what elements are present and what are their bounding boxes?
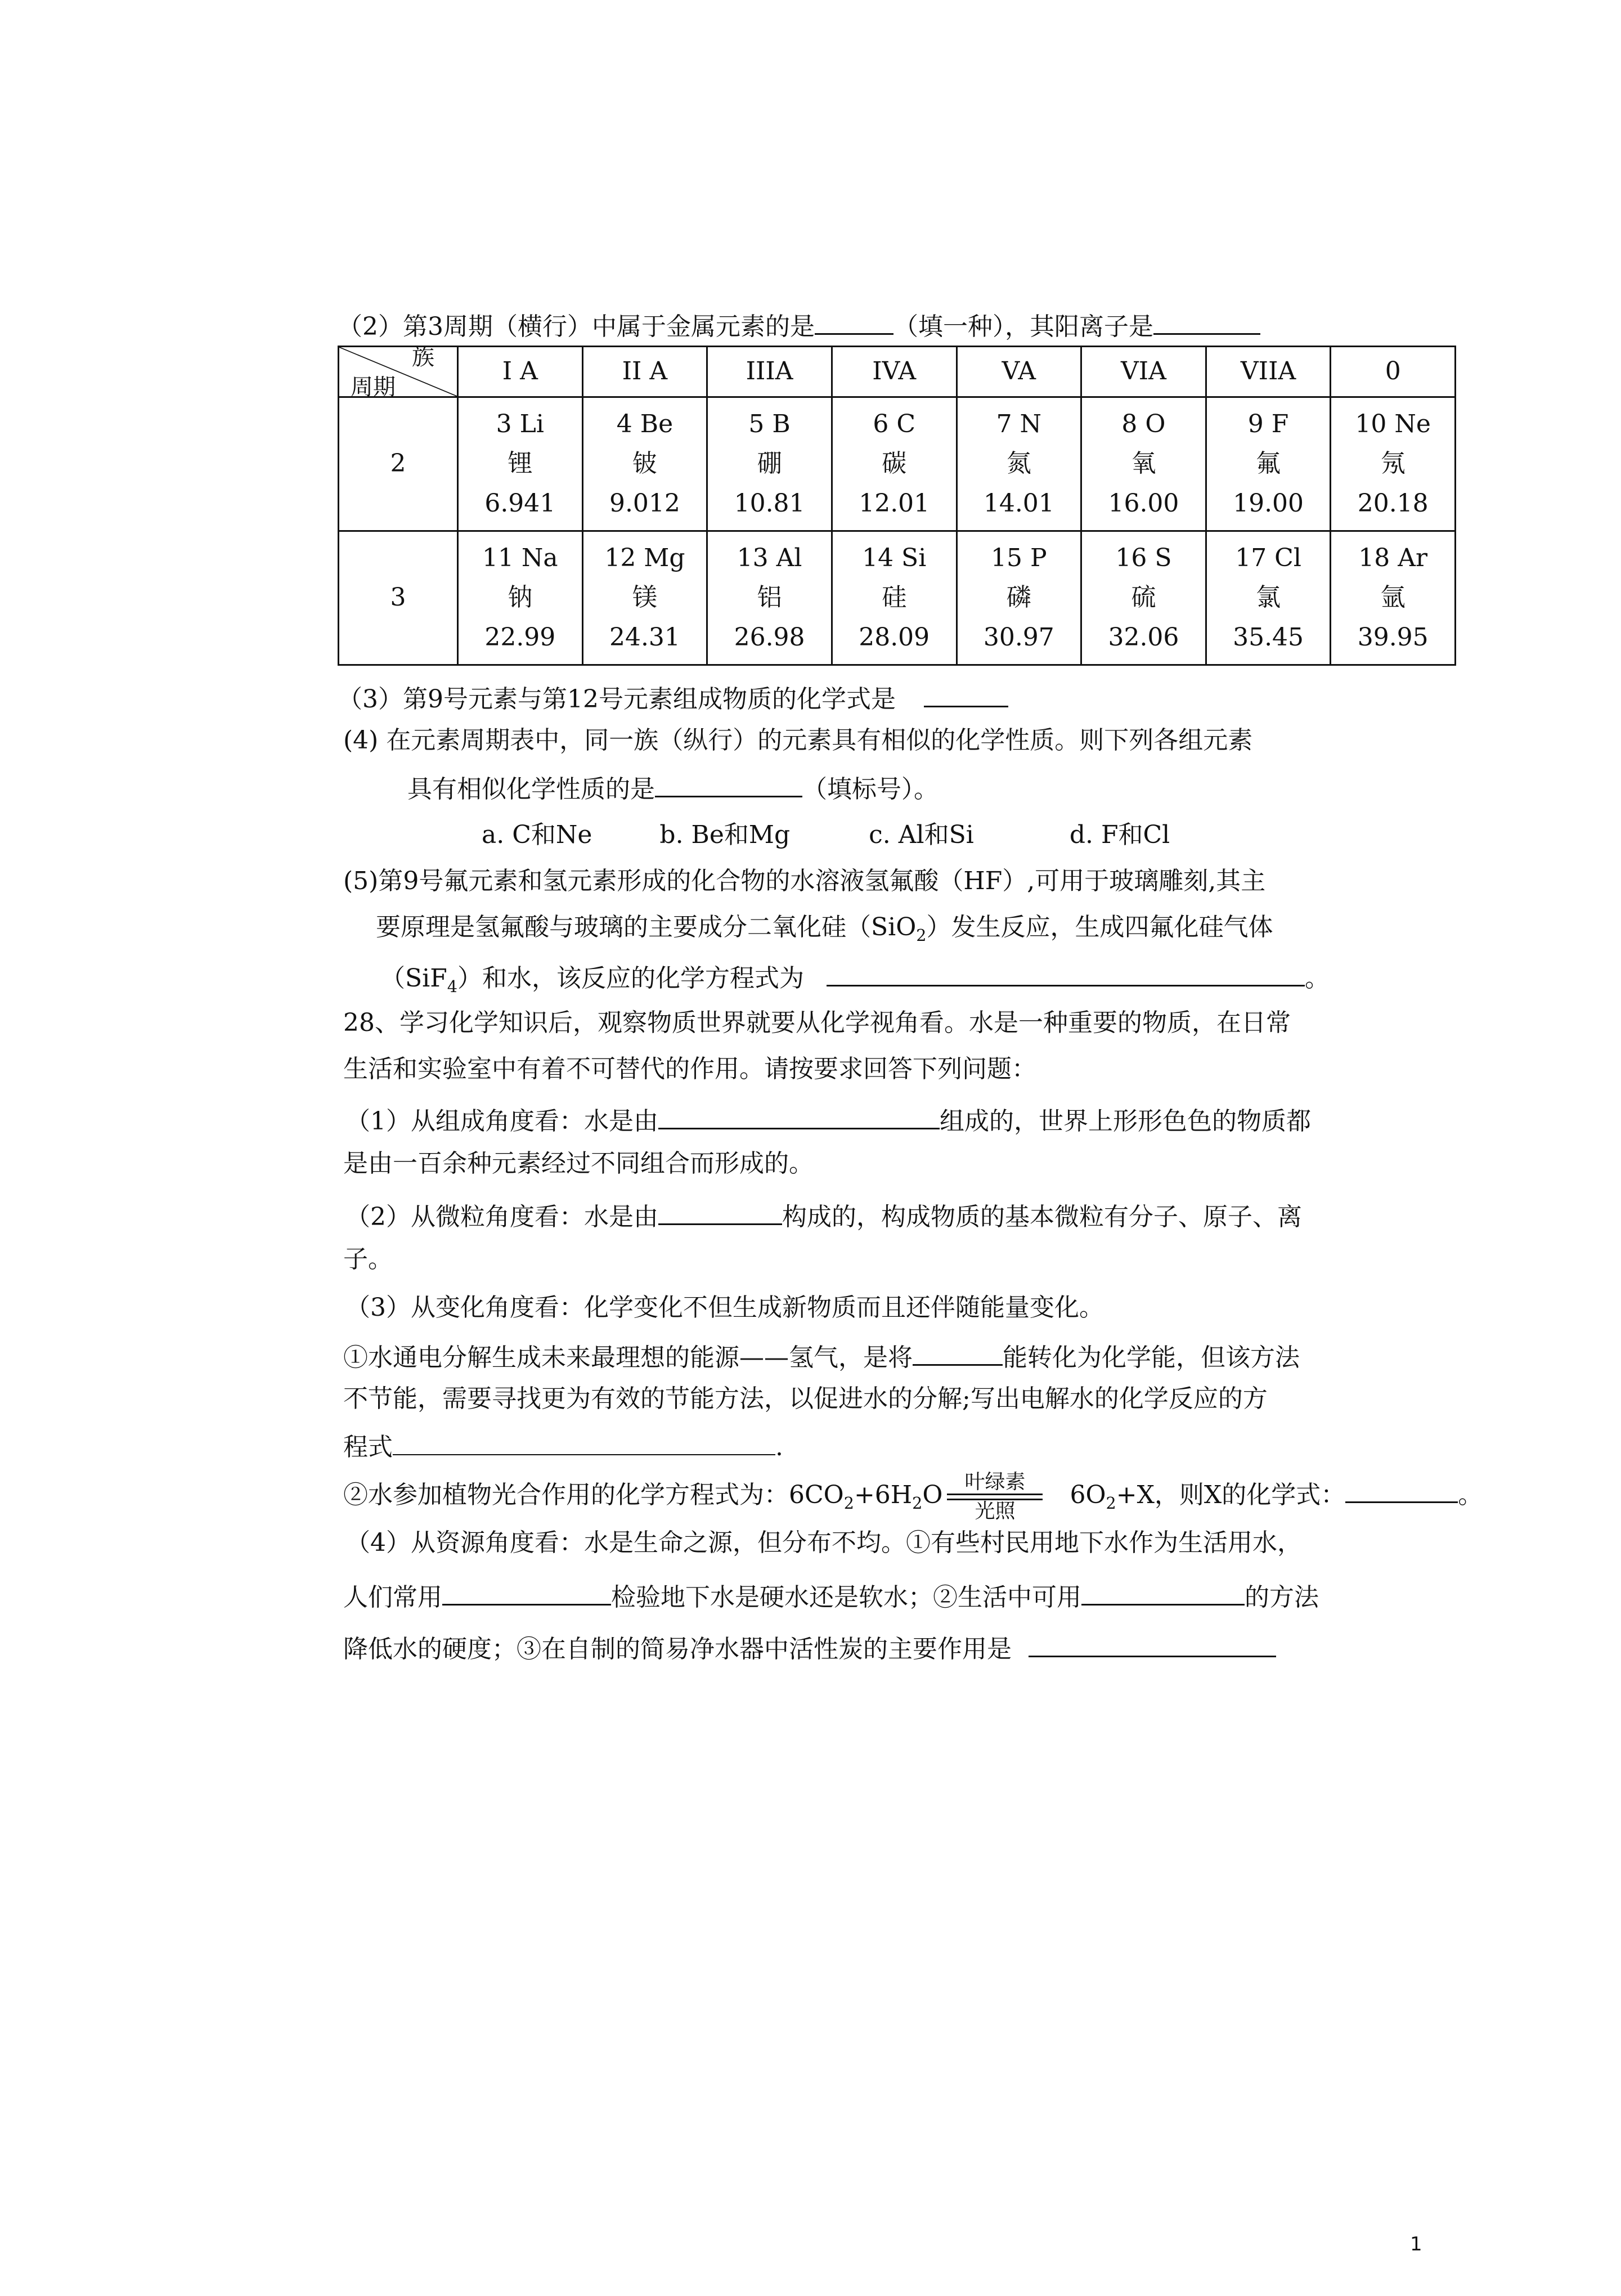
group-header: VIIA (1206, 347, 1331, 397)
q28-p4-text-e: 降低水的硬度；③在自制的简易净水器中活性炭的主要作用是 (343, 1635, 1012, 1663)
answer-blank[interactable] (924, 681, 1008, 707)
q28-p31-text-b: 能转化为化学能，但该方法 (1003, 1343, 1300, 1372)
q28-part-4-line-2 (343, 1579, 1319, 1613)
question-5-line-1: (5)第9号氟元素和氢元素形成的化合物的水溶液氢氟酸（HF）,可用于玻璃雕刻,其主 (343, 867, 1266, 895)
option-c: c. Al和Si (869, 820, 974, 849)
answer-blank[interactable] (1081, 1579, 1245, 1606)
answer-blank[interactable] (658, 1199, 782, 1225)
q28-p4-text-d: 的方法 (1245, 1583, 1319, 1612)
element-cell: 15 P 磷 30.97 (957, 531, 1081, 665)
answer-blank[interactable] (655, 771, 802, 797)
q5-text-c: （SiF (380, 964, 447, 993)
q28-p3-1-line-2: 不节能，需要寻找更为有效的节能方法，以促进水的分解;写出电解水的化学反应的方 (343, 1384, 1268, 1413)
q28-p1-text-b: 组成的，世界上形形色色的物质都 (940, 1107, 1311, 1136)
q28-p1-text-a: （1）从组成角度看：水是由 (345, 1107, 658, 1136)
condition-bottom: 光照 (975, 1499, 1016, 1523)
q28-part-3: （3）从变化角度看：化学变化不但生成新物质而且还伴随能量变化。 (345, 1293, 1104, 1322)
question-3-text: （3）第9号元素与第12号元素组成物质的化学式是 (338, 685, 896, 714)
question-3 (338, 681, 1008, 715)
q28-p3-1-line-3 (343, 1429, 783, 1463)
answer-blank[interactable] (1029, 1631, 1276, 1657)
table-row (339, 397, 1456, 531)
reaction-condition (947, 1471, 1043, 1522)
group-header: 0 (1331, 347, 1456, 397)
question-4-line-1: (4) 在元素周期表中，同一族（纵行）的元素具有相似的化学性质。则下列各组元素 (343, 726, 1253, 755)
periodic-table (338, 346, 1456, 666)
q5-text-e: 。 (1304, 964, 1330, 993)
q28-p2-line-2: 子。 (343, 1245, 393, 1273)
element-cell: 17 Cl 氯 35.45 (1206, 531, 1331, 665)
q28-part-1 (345, 1103, 1311, 1137)
eq-sub-1: 2 (843, 1493, 854, 1513)
element-cell: 18 Ar 氩 39.95 (1331, 531, 1456, 665)
eq-text-e: +X，则X的化学式： (1116, 1481, 1346, 1510)
question-4-text-a: 具有相似化学性质的是 (407, 775, 655, 804)
q5-text-b: ）发生反应，生成四氟化硅气体 (926, 913, 1273, 941)
eq-sub-2: 2 (912, 1493, 923, 1513)
q28-part-2 (345, 1199, 1302, 1232)
question-28-line-2: 生活和实验室中有着不可替代的作用。请按要求回答下列问题： (343, 1055, 1036, 1083)
group-header: IIIA (707, 347, 832, 397)
q5-text-a: 要原理是氢氟酸与玻璃的主要成分二氧化硅（SiO (376, 913, 917, 941)
question-5-line-2 (376, 913, 1273, 945)
element-cell: 6 C 碳 12.01 (832, 397, 957, 531)
eq-text-b: +6H (854, 1481, 913, 1510)
eq-text-d: 6O (1070, 1481, 1106, 1510)
q28-p2-text-a: （2）从微粒角度看：水是由 (345, 1203, 658, 1231)
q28-part-4-line-1: （4）从资源角度看：水是生命之源，但分布不均。①有些村民用地下水作为生活用水， (345, 1528, 1302, 1557)
q5-sub-a: 2 (916, 925, 927, 945)
element-cell: 4 Be 铍 9.012 (582, 397, 707, 531)
element-cell: 10 Ne 氖 20.18 (1331, 397, 1456, 531)
page-number: 1 (1410, 2233, 1422, 2255)
question-28-line-1: 28、学习化学知识后，观察物质世界就要从化学视角看。水是一种重要的物质，在日常 (343, 1008, 1291, 1037)
question-2 (338, 308, 1260, 342)
answer-blank[interactable] (913, 1339, 1003, 1366)
option-a: a. C和Ne (482, 820, 592, 849)
option-b: b. Be和Mg (659, 820, 791, 849)
q28-p3-2 (343, 1471, 1483, 1522)
question-4-text-b: （填标号）。 (802, 775, 939, 804)
answer-blank[interactable] (827, 960, 1305, 986)
q28-p2-text-b: 构成的，构成物质的基本微粒有分子、原子、离 (782, 1203, 1302, 1231)
group-header: VA (957, 347, 1081, 397)
corner-period-label: 周期 (351, 374, 396, 400)
q28-part-4-line-3 (343, 1631, 1276, 1665)
group-header: VIA (1081, 347, 1206, 397)
corner-group-label: 族 (412, 344, 434, 370)
element-cell: 13 Al 铝 26.98 (707, 531, 832, 665)
element-cell: 7 N 氮 14.01 (957, 397, 1081, 531)
question-5-line-3 (380, 960, 1330, 996)
q28-p31-text-a: ①水通电分解生成未来最理想的能源——氢气，是将 (343, 1343, 913, 1372)
table-header-row (339, 347, 1456, 397)
element-cell: 12 Mg 镁 24.31 (582, 531, 707, 665)
period-label: 3 (339, 531, 458, 665)
answer-blank[interactable] (393, 1429, 775, 1455)
q28-p31-text-e: . (775, 1433, 783, 1461)
answer-blank[interactable] (442, 1579, 611, 1606)
question-4-options (482, 820, 1170, 850)
q28-p31-text-d: 程式 (343, 1433, 393, 1461)
equals-sign (947, 1494, 1043, 1500)
eq-sub-3: 2 (1106, 1493, 1116, 1513)
element-cell: 5 B 硼 10.81 (707, 397, 832, 531)
q28-p4-text-b: 人们常用 (343, 1583, 442, 1612)
question-4-line-2 (407, 771, 939, 805)
option-d: d. F和Cl (1069, 820, 1170, 849)
period-label: 2 (339, 397, 458, 531)
q28-p3-1-line-1 (343, 1339, 1300, 1373)
q28-p4-text-c: 检验地下水是硬水还是软水；②生活中可用 (611, 1583, 1081, 1612)
table-corner-cell (339, 344, 458, 400)
condition-top: 叶绿素 (964, 1470, 1026, 1494)
group-header: I A (458, 347, 583, 397)
q5-text-d: ）和水，该反应的化学方程式为 (457, 964, 804, 993)
element-cell: 8 O 氧 16.00 (1081, 397, 1206, 531)
eq-text-f: 。 (1458, 1481, 1483, 1510)
answer-blank[interactable] (1153, 308, 1260, 335)
question-2-text-a: （2）第3周期（横行）中属于金属元素的是 (338, 312, 815, 341)
group-header: II A (582, 347, 707, 397)
element-cell: 9 F 氟 19.00 (1206, 397, 1331, 531)
eq-text-a: ②水参加植物光合作用的化学方程式为：6CO (343, 1481, 844, 1510)
element-cell: 16 S 硫 32.06 (1081, 531, 1206, 665)
eq-text-c: O (922, 1481, 943, 1510)
answer-blank[interactable] (658, 1103, 940, 1129)
table-row (339, 531, 1456, 665)
element-cell: 11 Na 钠 22.99 (458, 531, 583, 665)
question-2-text-b: （填一种），其阳离子是 (893, 312, 1153, 341)
group-header: IVA (832, 347, 957, 397)
element-cell: 3 Li 锂 6.941 (458, 397, 583, 531)
answer-blank[interactable] (815, 308, 893, 335)
element-cell: 14 Si 硅 28.09 (832, 531, 957, 665)
q28-p1-line-2: 是由一百余种元素经过不同组合而形成的。 (343, 1149, 814, 1178)
q5-sub-b: 4 (447, 976, 457, 996)
answer-blank[interactable] (1345, 1477, 1458, 1503)
